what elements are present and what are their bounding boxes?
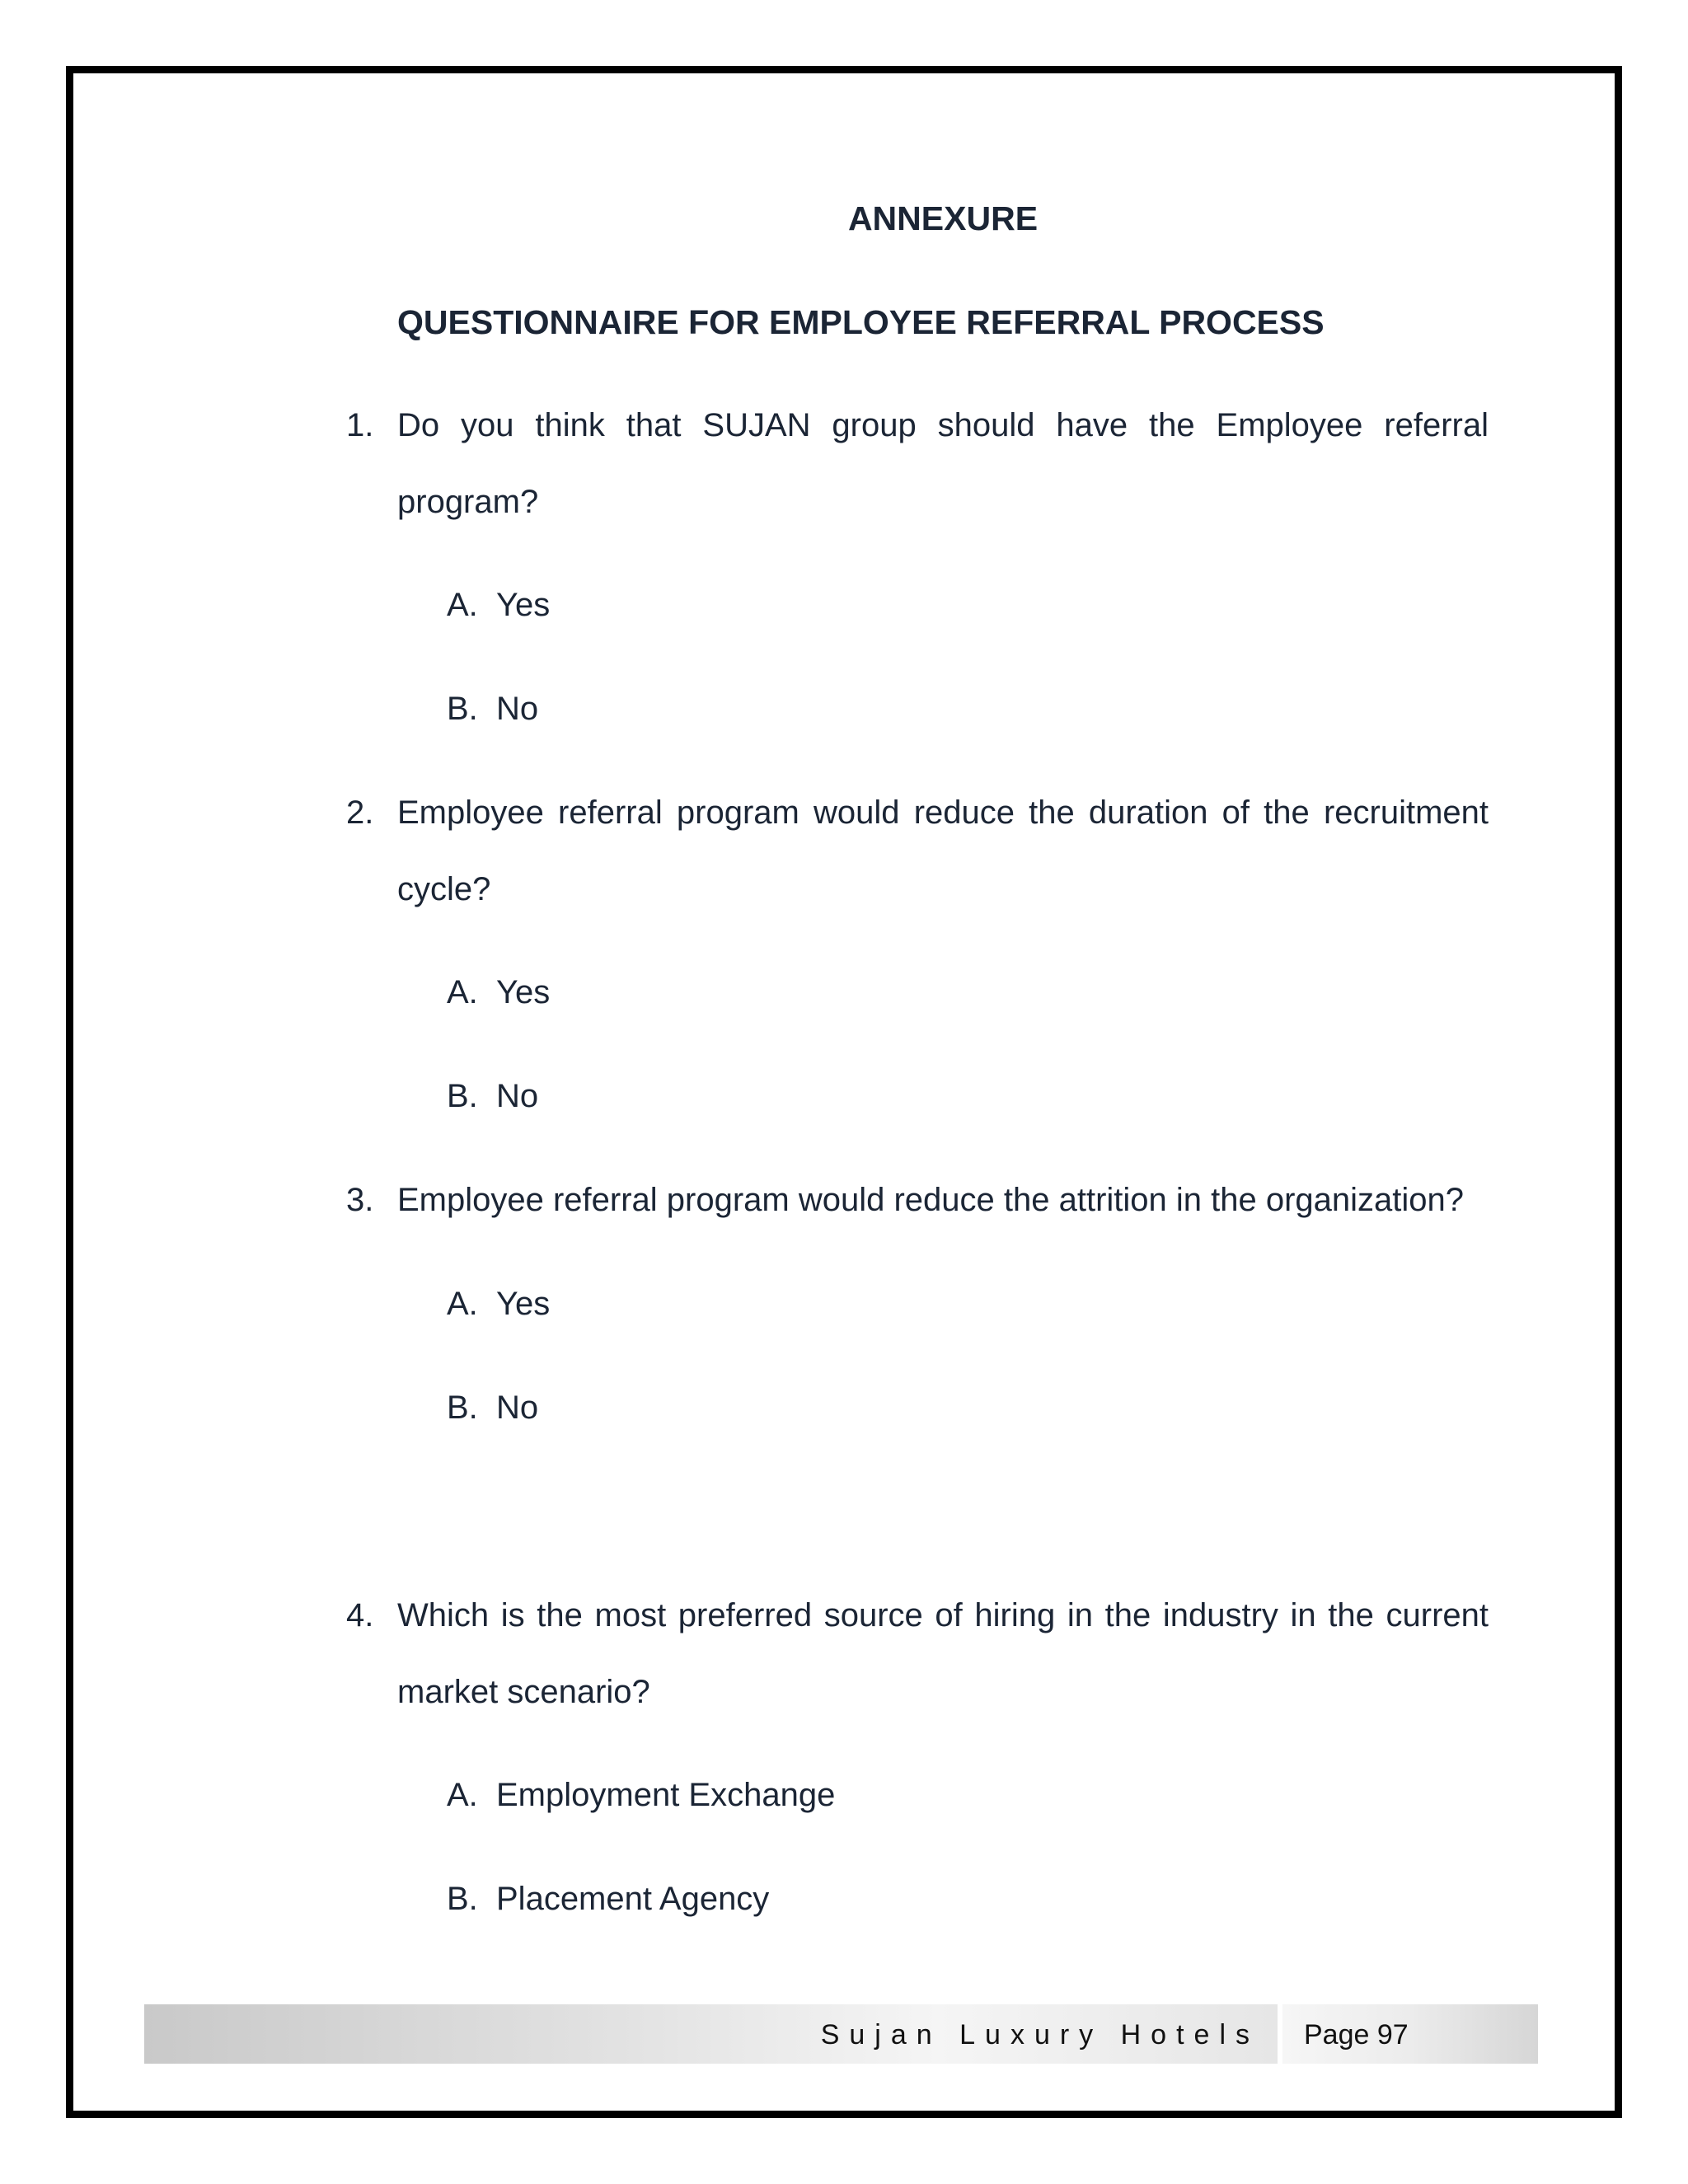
option-b — [447, 1882, 769, 1915]
option-label: Employment Exchange — [496, 1777, 836, 1813]
option-letter: B. — [447, 691, 478, 727]
annexure-title: ANNEXURE — [847, 199, 1039, 237]
option-letter: B. — [447, 1881, 478, 1917]
page-border-frame — [66, 66, 1622, 2118]
footer-company-name: Sujan Luxury Hotels — [820, 2019, 1259, 2050]
option-a — [447, 1779, 835, 1811]
question-number: 4. — [346, 1597, 374, 1633]
question-number: 2. — [346, 794, 374, 831]
option-letter: B. — [447, 1078, 478, 1114]
option-letter: B. — [447, 1390, 478, 1426]
option-label: No — [496, 691, 539, 727]
option-a — [447, 976, 550, 1009]
option-b — [447, 692, 538, 725]
question-text: Do you think that SUJAN group should have the Employee referral program? — [397, 407, 1489, 520]
option-label: Yes — [496, 974, 551, 1010]
option-letter: A. — [447, 587, 478, 623]
option-letter: A. — [447, 974, 478, 1010]
question-text: Employee referral program would reduce the attrition in the organization? — [397, 1182, 1465, 1218]
option-letter: A. — [447, 1286, 478, 1322]
questionnaire-title: QUESTIONNAIRE FOR EMPLOYEE REFERRAL PROCESS — [397, 303, 1325, 341]
option-a — [447, 588, 550, 621]
footer-page-number: Page 97 — [1304, 2019, 1409, 2050]
option-label: Placement Agency — [496, 1881, 770, 1917]
question-number: 3. — [346, 1182, 374, 1218]
option-a — [447, 1287, 550, 1320]
question-number: 1. — [346, 407, 374, 443]
option-label: Yes — [496, 1286, 551, 1322]
option-b — [447, 1080, 538, 1113]
option-b — [447, 1391, 538, 1424]
option-label: Yes — [496, 587, 551, 623]
option-label: No — [496, 1078, 539, 1114]
option-letter: A. — [447, 1777, 478, 1813]
question-text: Employee referral program would reduce the duration of the recruitment cycle? — [397, 794, 1489, 907]
option-label: No — [496, 1390, 539, 1426]
question-text: Which is the most preferred source of hiring in the industry in the current market scenario? — [397, 1597, 1489, 1710]
